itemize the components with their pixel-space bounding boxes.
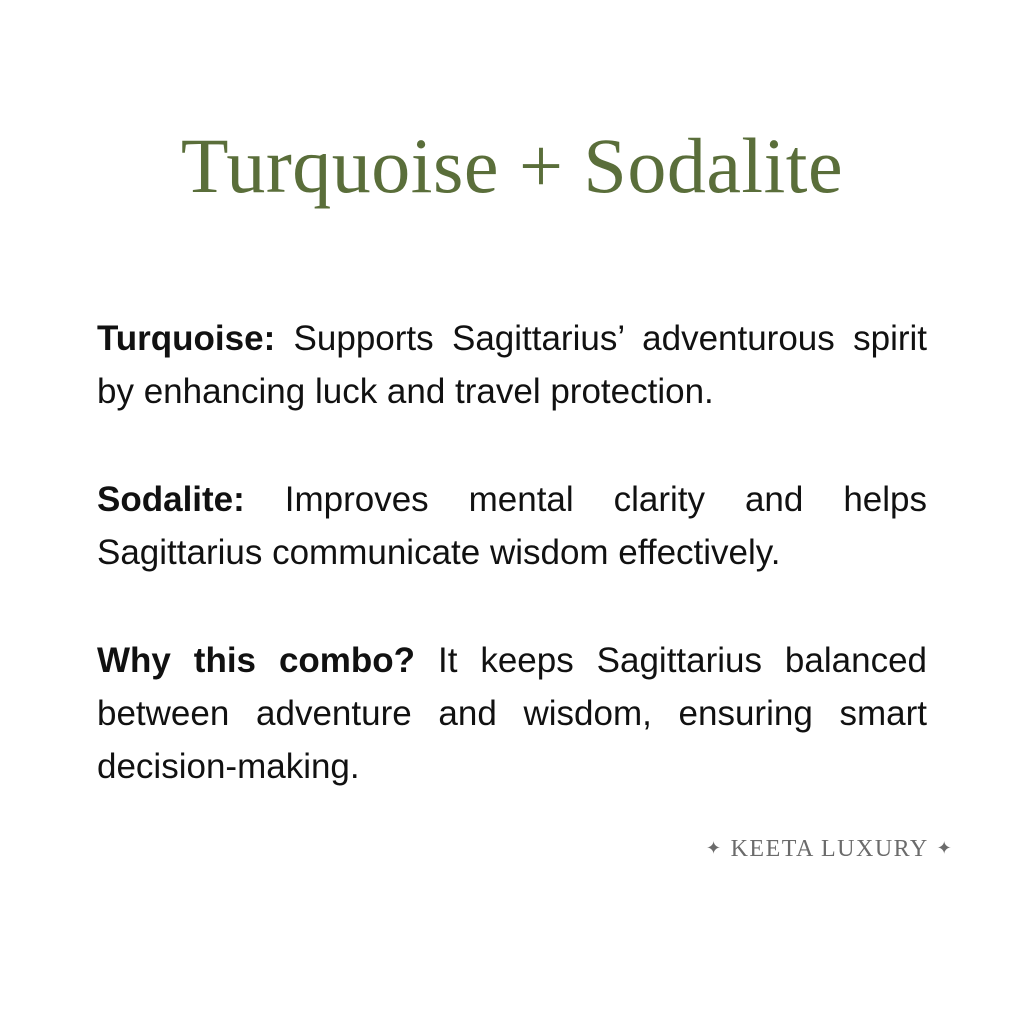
- paragraph-label: Turquoise:: [97, 319, 276, 358]
- paragraph-text: Supports Sagittarius’ adventurous spirit by enhancing luck and travel protection.: [97, 319, 927, 411]
- sparkle-icon: ✦: [706, 838, 723, 858]
- brand-name: KEETA LUXURY: [730, 836, 929, 862]
- brand-signature: [706, 833, 966, 864]
- paragraph-text: It keeps Sagittarius balanced between adventure and wisdom, ensuring smart decision-making.: [97, 641, 927, 786]
- page-title: Turquoise + Sodalite: [180, 122, 844, 209]
- paragraph-why-combo: [97, 634, 927, 793]
- paragraph-sodalite: [97, 473, 927, 579]
- paragraph-label: Sodalite:: [97, 480, 245, 519]
- sparkle-icon: ✦: [936, 838, 954, 858]
- content: [97, 312, 927, 848]
- paragraph-turquoise: [97, 312, 927, 418]
- paragraph-label: Why this combo?: [97, 641, 416, 680]
- paragraph-text: Improves mental clarity and helps Sagittarius communicate wisdom effectively.: [97, 480, 927, 572]
